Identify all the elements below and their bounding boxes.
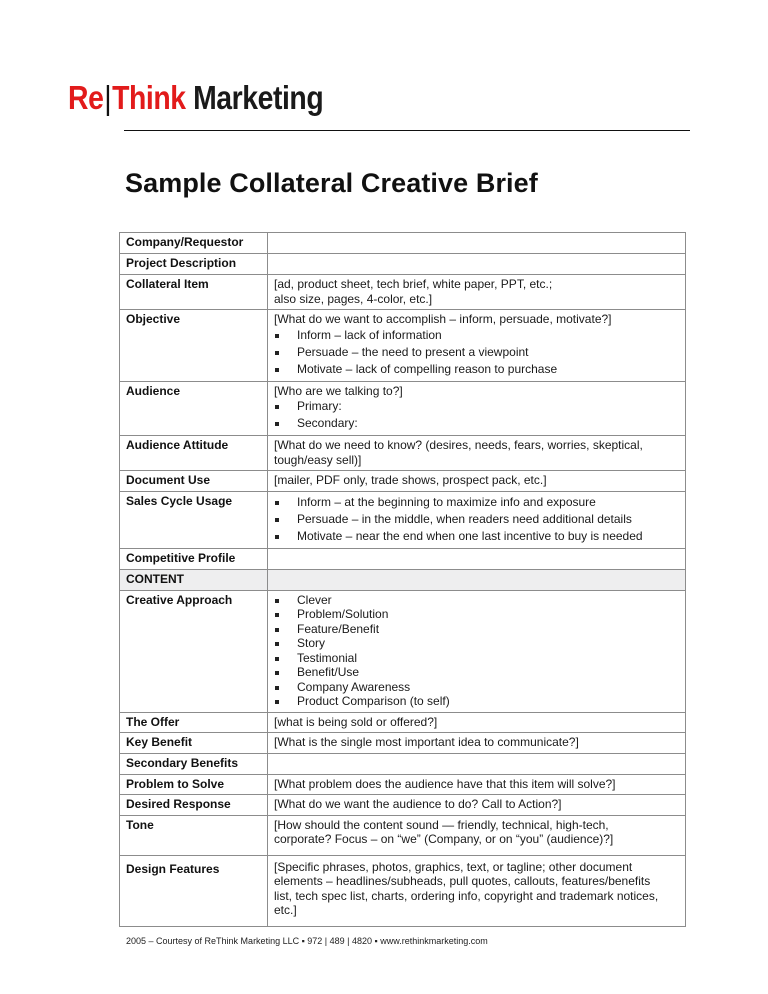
bullet-item: Motivate – near the end when one last incentive to buy is needed <box>274 528 679 545</box>
bullet-item: Inform – lack of information <box>274 327 679 344</box>
table-row <box>120 548 686 569</box>
row-value-field[interactable] <box>268 254 686 275</box>
bullet-item: Primary: <box>274 398 679 415</box>
row-value <box>268 590 686 712</box>
row-value <box>268 733 686 754</box>
row-label: Audience <box>120 381 268 436</box>
row-label: The Offer <box>120 712 268 733</box>
bullet-item: Product Comparison (to self) <box>274 694 679 709</box>
page-title: Sample Collateral Creative Brief <box>125 168 538 198</box>
company-logo <box>68 78 323 118</box>
row-label: Audience Attitude <box>120 436 268 471</box>
table-row <box>120 275 686 310</box>
table-row <box>120 233 686 254</box>
header-divider <box>124 130 690 131</box>
row-value <box>268 815 686 855</box>
row-label: Objective <box>120 310 268 382</box>
row-label: Sales Cycle Usage <box>120 491 268 548</box>
row-value-field[interactable] <box>268 548 686 569</box>
bullet-item: Company Awareness <box>274 680 679 695</box>
row-value <box>268 855 686 926</box>
value-line: [what is being sold or offered?] <box>274 714 438 729</box>
row-label: Desired Response <box>120 795 268 816</box>
table-row <box>120 815 686 855</box>
bullet-item: Story <box>274 636 679 651</box>
table-row <box>120 310 686 382</box>
bullet-list <box>274 593 679 709</box>
section-value <box>268 569 686 590</box>
value-line: tough/easy sell)] <box>274 452 362 467</box>
row-label: Key Benefit <box>120 733 268 754</box>
value-line: [What is the single most important idea to communicate?] <box>274 735 579 749</box>
bullet-list <box>274 327 679 378</box>
table-row <box>120 590 686 712</box>
row-label: Company/Requestor <box>120 233 268 254</box>
value-line: [Who are we talking to?] <box>274 383 403 398</box>
table-row <box>120 855 686 926</box>
table-row <box>120 436 686 471</box>
page-footer: 2005 – Courtesy of ReThink Marketing LLC ▪ 972 | 489 | 4820 ▪ www.rethinkmarketing.com <box>126 936 488 946</box>
bullet-item: Secondary: <box>274 415 679 432</box>
bullet-item: Inform – at the beginning to maximize info and exposure <box>274 494 679 511</box>
table-row <box>120 471 686 492</box>
row-value-field[interactable] <box>268 753 686 774</box>
creative-brief-table <box>119 232 686 927</box>
value-line: [How should the content sound — friendly, technical, high-tech, <box>274 817 609 832</box>
bullet-item: Feature/Benefit <box>274 622 679 637</box>
bullet-item: Problem/Solution <box>274 607 679 622</box>
row-label: Problem to Solve <box>120 774 268 795</box>
row-value <box>268 471 686 492</box>
value-line: corporate? Focus – on “we” (Company, or on “you” (audience)?] <box>274 832 614 846</box>
value-line: [What do we want to accomplish – inform, persuade, motivate?] <box>274 312 612 326</box>
row-value <box>268 774 686 795</box>
table-row <box>120 491 686 548</box>
section-row-content <box>120 569 686 590</box>
value-line: also size, pages, 4-color, etc.] <box>274 291 433 306</box>
bullet-list <box>274 398 679 432</box>
logo-marketing: Marketing <box>185 79 324 116</box>
row-value-field[interactable] <box>268 233 686 254</box>
table-row <box>120 774 686 795</box>
bullet-item: Persuade – in the middle, when readers need additional details <box>274 511 679 528</box>
row-value <box>268 436 686 471</box>
bullet-item: Motivate – lack of compelling reason to purchase <box>274 361 679 378</box>
value-line: [What do we need to know? (desires, needs, fears, worries, skeptical, <box>274 438 643 452</box>
table-row <box>120 795 686 816</box>
row-value <box>268 712 686 733</box>
row-label: Project Description <box>120 254 268 275</box>
bullet-item: Persuade – the need to present a viewpoint <box>274 344 679 361</box>
table-row <box>120 254 686 275</box>
bullet-item: Testimonial <box>274 651 679 666</box>
table-row <box>120 712 686 733</box>
value-line: [What problem does the audience have that this item will solve?] <box>274 776 616 791</box>
row-label: Design Features <box>120 855 268 926</box>
value-line: [What do we want the audience to do? Call to Action?] <box>274 797 562 811</box>
logo-separator: | <box>104 79 112 116</box>
bullet-list <box>274 494 679 545</box>
value-line: list, tech spec list, charts, ordering info, copyright and trademark notices, <box>274 888 659 903</box>
row-value <box>268 795 686 816</box>
bullet-item: Clever <box>274 593 679 608</box>
value-line: [mailer, PDF only, trade shows, prospect pack, etc.] <box>274 473 547 487</box>
row-value <box>268 491 686 548</box>
table-row <box>120 753 686 774</box>
bullet-item: Benefit/Use <box>274 665 679 680</box>
row-value <box>268 381 686 436</box>
row-label: Tone <box>120 815 268 855</box>
row-label: Document Use <box>120 471 268 492</box>
logo-re: Re <box>68 79 104 116</box>
value-line: etc.] <box>274 903 297 917</box>
row-label: Secondary Benefits <box>120 753 268 774</box>
row-value <box>268 275 686 310</box>
row-value <box>268 310 686 382</box>
logo-think: Think <box>112 79 186 116</box>
section-label: CONTENT <box>120 569 268 590</box>
value-line: [Specific phrases, photos, graphics, text, or tagline; other document <box>274 859 633 874</box>
value-line: elements – headlines/subheads, pull quotes, callouts, features/benefits <box>274 874 651 888</box>
row-label: Creative Approach <box>120 590 268 712</box>
table-row <box>120 733 686 754</box>
table-row <box>120 381 686 436</box>
row-label: Competitive Profile <box>120 548 268 569</box>
row-label: Collateral Item <box>120 275 268 310</box>
value-line: [ad, product sheet, tech brief, white paper, PPT, etc.; <box>274 277 553 291</box>
